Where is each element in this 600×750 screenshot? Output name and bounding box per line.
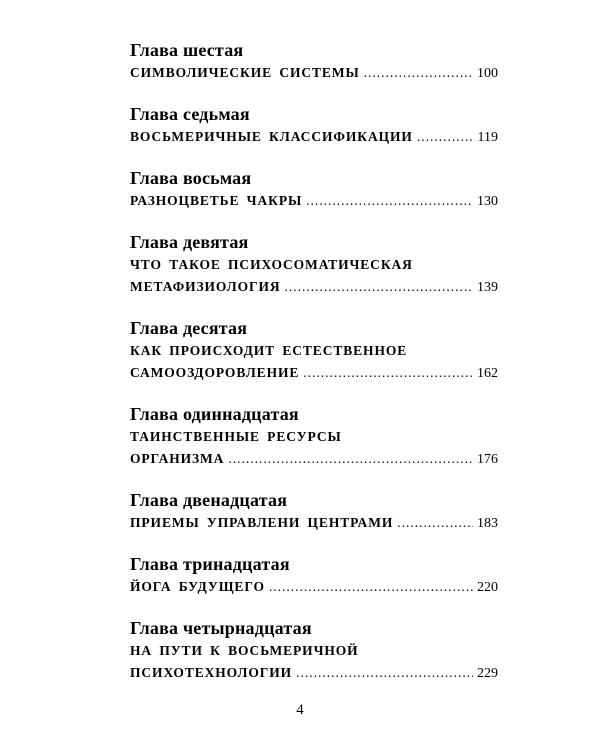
chapter-title: САМООЗДОРОВЛЕНИЕ — [130, 365, 300, 380]
toc-entry — [130, 488, 498, 534]
page-ref: 130 — [477, 194, 498, 209]
chapter-heading: Глава двенадцатая — [130, 490, 288, 510]
toc-line — [130, 448, 498, 470]
toc-line — [130, 576, 498, 598]
chapter-title: ОРГАНИЗМА — [130, 451, 225, 466]
toc-entry — [130, 552, 498, 598]
chapter-heading: Глава восьмая — [130, 168, 252, 188]
chapter-title: МЕТАФИЗИОЛОГИЯ — [130, 279, 281, 294]
page-ref: 183 — [477, 516, 498, 531]
chapter-title-line: ЧТО ТАКОЕ ПСИХОСОМАТИЧЕСКАЯ — [130, 257, 413, 272]
dot-leader — [306, 190, 473, 212]
chapter-heading: Глава десятая — [130, 318, 248, 338]
page-ref: 119 — [477, 130, 498, 145]
chapter-heading: Глава одиннадцатая — [130, 404, 299, 424]
chapter-title: ЙОГА БУДУЩЕГО — [130, 579, 265, 594]
dot-leader — [364, 62, 473, 84]
chapter-heading: Глава тринадцатая — [130, 554, 290, 574]
toc-line — [130, 362, 498, 384]
page-ref: 220 — [477, 580, 498, 595]
page-number: 4 — [296, 702, 304, 718]
dot-leader — [417, 126, 474, 148]
toc-entry — [130, 316, 498, 384]
dot-leader — [296, 662, 473, 684]
page-ref: 139 — [477, 280, 498, 295]
dot-leader — [303, 362, 473, 384]
page-ref: 162 — [477, 366, 498, 381]
toc-line — [130, 190, 498, 212]
toc-line — [130, 126, 498, 148]
chapter-title-line: НА ПУТИ К ВОСЬМЕРИЧНОЙ — [130, 643, 359, 658]
chapter-heading: Глава шестая — [130, 40, 244, 60]
chapter-heading: Глава четырнадцатая — [130, 618, 312, 638]
dot-leader — [285, 276, 473, 298]
chapter-title-line: КАК ПРОИСХОДИТ ЕСТЕСТВЕННОЕ — [130, 343, 408, 358]
table-of-contents — [130, 38, 498, 702]
dot-leader — [228, 448, 473, 470]
toc-entry — [130, 402, 498, 470]
toc-entry — [130, 38, 498, 84]
page-ref: 229 — [477, 666, 498, 681]
chapter-title-line: ТАИНСТВЕННЫЕ РЕСУРСЫ — [130, 429, 342, 444]
toc-line — [130, 62, 498, 84]
toc-line — [130, 662, 498, 684]
toc-line — [130, 276, 498, 298]
chapter-title: СИМВОЛИЧЕСКИЕ СИСТЕМЫ — [130, 65, 360, 80]
chapter-heading: Глава девятая — [130, 232, 249, 252]
chapter-title: ПСИХОТЕХНОЛОГИИ — [130, 665, 293, 680]
dot-leader — [269, 576, 473, 598]
chapter-title: ПРИЕМЫ УПРАВЛЕНИ ЦЕНТРАМИ — [130, 515, 394, 530]
page-ref: 100 — [477, 66, 498, 81]
toc-entry — [130, 166, 498, 212]
chapter-heading: Глава седьмая — [130, 104, 250, 124]
toc-entry — [130, 230, 498, 298]
chapter-title: РАЗНОЦВЕТЬЕ ЧАКРЫ — [130, 193, 303, 208]
toc-entry — [130, 616, 498, 684]
dot-leader — [397, 512, 473, 534]
toc-entry — [130, 102, 498, 148]
chapter-title: ВОСЬМЕРИЧНЫЕ КЛАССИФИКАЦИИ — [130, 129, 413, 144]
page-ref: 176 — [477, 452, 498, 467]
toc-line — [130, 512, 498, 534]
